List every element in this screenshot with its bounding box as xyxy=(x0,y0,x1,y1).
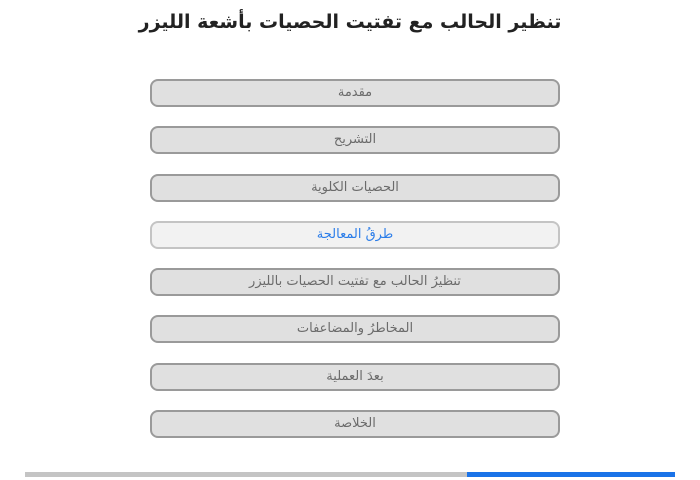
menu-item-after-procedure[interactable]: بعدَ العملية xyxy=(150,363,560,391)
menu-item-summary[interactable]: الخلاصة xyxy=(150,410,560,438)
progress-bar-fill xyxy=(467,472,675,477)
chapter-menu xyxy=(150,79,560,457)
progress-bar xyxy=(25,472,675,477)
menu-item-risks-complications[interactable]: المخاطرُ والمضاعفات xyxy=(150,315,560,343)
menu-item-introduction[interactable]: مقدمة xyxy=(150,79,560,107)
menu-item-kidney-stones[interactable]: الحصيات الكلوية xyxy=(150,174,560,202)
menu-item-anatomy[interactable]: التشريح xyxy=(150,126,560,154)
menu-item-treatment-methods[interactable]: طرقُ المعالجة xyxy=(150,221,560,249)
page-title: تنظير الحالب مع تفتيت الحصيات بأشعة الليزر xyxy=(138,11,562,33)
menu-item-laser-ureteroscopy[interactable]: تنظيرُ الحالب مع تفتيت الحصيات بالليزر xyxy=(150,268,560,296)
